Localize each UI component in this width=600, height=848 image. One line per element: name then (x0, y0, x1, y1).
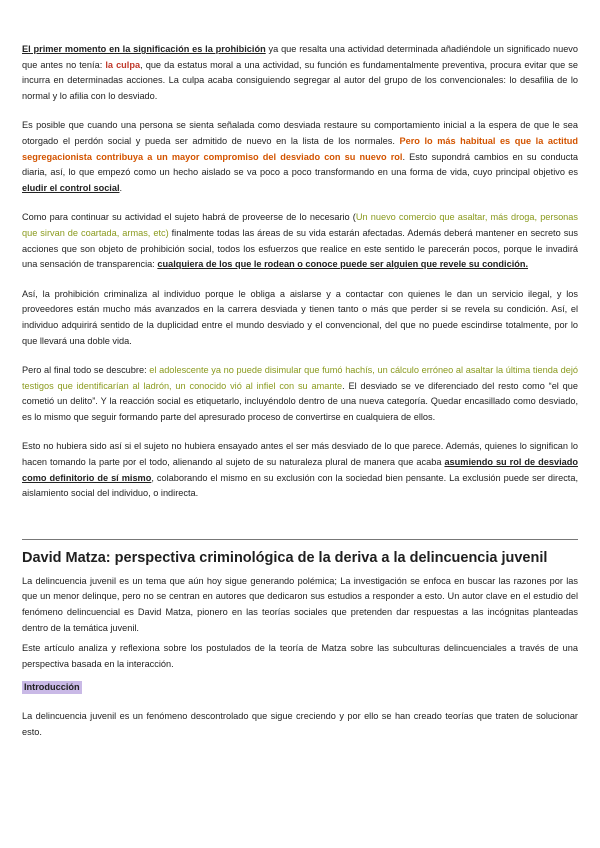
body-text: Esto no hubiera sido así si el sujeto no hubiera ensayado antes el ser más desviado de lo que parece. Además, quienes lo significan lo hacen tomando la parte por el todo, alienando al sujeto de su naturaleza plural de manera que acaba (22, 441, 578, 468)
body-text: Así, la prohibición criminaliza al individuo porque le obliga a aislarse y a contactar con quienes le dan un servicio ilegal, y los proveedores están mucho más avanzados en la carrera desviada y tienen tanto o más que perder si se revela su condición. Así, el individuo adquirirá sentido de la duplicidad entre el mundo desviado y el convencional, del que no puede escindirse totalmente, por lo que llevará una doble vida. (22, 288, 578, 346)
underlined-phrase: asumiendo su rol de desviado como definitorio de sí mismo (22, 457, 578, 483)
body-text: . (119, 182, 123, 193)
body-text: , colaborando el mismo en su exclusión con la sociedad bien pensante. La exclusión puede ser directa, aislamiento social del individuo, o indirecta. (22, 472, 579, 499)
body-text: , que da estatus moral a una actividad, su función es fundamentalmente preventiva, procura evitar que se incurra en determinadas acciones. La culpa acaba consiguiendo segregar al autor del grupo de los convencionales: lo desafilia de lo normal y lo afilia con lo desviado. (22, 59, 578, 101)
paragraph-doble-vida (22, 287, 578, 349)
body-text: Pero al final todo se descubre: (22, 365, 150, 376)
paragraph-intro-3: La delincuencia juvenil es un fenómeno descontrolado que sigue creciendo y por ello se han creado teorías que traten de solucionar esto. (22, 711, 578, 737)
example-list: Un nuevo comercio que asaltar, más droga, personas que sirvan de coartada, armas, etc) (22, 212, 578, 238)
paragraph-descubrimiento (22, 363, 578, 425)
highlighted-term-culpa: la culpa (105, 59, 141, 70)
underlined-phrase: eludir el control social (22, 182, 120, 193)
paragraph-intro-1: La delincuencia juvenil es un tema que aún hoy sigue generando polémica; La investigación se enfoca en buscar las razones por las que un menor delinque, pero no se centran en autores que dedicaron sus estudios a responder a esto. Un autor clave en el estudio del fenómeno delincuencial es David Matza, pionero en las teorías sociales que pretenden dar respuestas a las incógnitas planteadas dentro de la temática juvenil. (22, 575, 578, 633)
highlighted-phrase: Pero lo más habitual es que la actitud segregacionista contribuya a un mayor compromiso del desviado con su nuevo rol (22, 135, 578, 162)
paragraph-exclusion (22, 439, 578, 501)
section-title: David Matza: perspectiva criminológica de la deriva a la delincuencia juvenil (22, 549, 548, 566)
body-text: Como para continuar su actividad el sujeto habrá de proveerse de lo necesario ( (22, 212, 356, 223)
body-text: . Esto supondrá cambios en su conducta diaria, así, lo que empezó como un hecho aislado se va poco a poco transformando en una forma de vida, cuyo principal objetivo es (22, 151, 578, 178)
paragraph-prohibicion (22, 42, 578, 104)
body-text: Es posible que cuando una persona se sienta señalada como desviada restaure su comportamiento inicial a la espera de que le sea otorgado el perdón social y pueda ser admitido de nuevo en la lista de los normales. (22, 120, 578, 146)
body-text: ya que resalta una actividad determinada añadiéndole un significado nuevo que antes no tenía: (22, 44, 579, 70)
underlined-phrase: cualquiera de los que le rodean o conoce puede ser alguien que revele su condición. (157, 259, 529, 270)
underlined-phrase: El primer momento en la significación es la prohibición (22, 44, 266, 54)
paragraph-secreto (22, 210, 578, 272)
paragraph-compromiso (22, 118, 578, 196)
body-text: finalmente todas las áreas de su vida estarán afectadas. Además deberá mantener en secreto sus acciones que son objeto de prohibición social, todos los esfuerzos que realice en este sentido le parecerán pocos, porque le invadirá una sensación de transparencia: (22, 227, 578, 270)
paragraph-intro-2: Este artículo analiza y reflexiona sobre los postulados de la teoría de Matza sobre las subculturas delincuenciales a través de una perspectiva basada en la interacción. (22, 643, 578, 669)
subheading-introduccion: Introducción (24, 682, 80, 693)
example-list: el adolescente ya no puede disimular que fumó hachís, un cálculo erróneo al asaltar la última tienda dejó testigos que identificarían al ladrón, un conocido vió al infiel con su amante (22, 365, 578, 391)
section-divider (22, 539, 578, 540)
subheading-wrapper (22, 677, 578, 695)
body-text: . El desviado se ve diferenciado del resto como “el que cometió un delito”. Y la reacción social es etiquetarlo, incluyéndolo dentro de una nueva categoría. Quedar encasillado como desviado, es lo mismo que seguir formando parte del apresurado proceso de convertirse en cualquiera de ellos. (22, 380, 579, 422)
